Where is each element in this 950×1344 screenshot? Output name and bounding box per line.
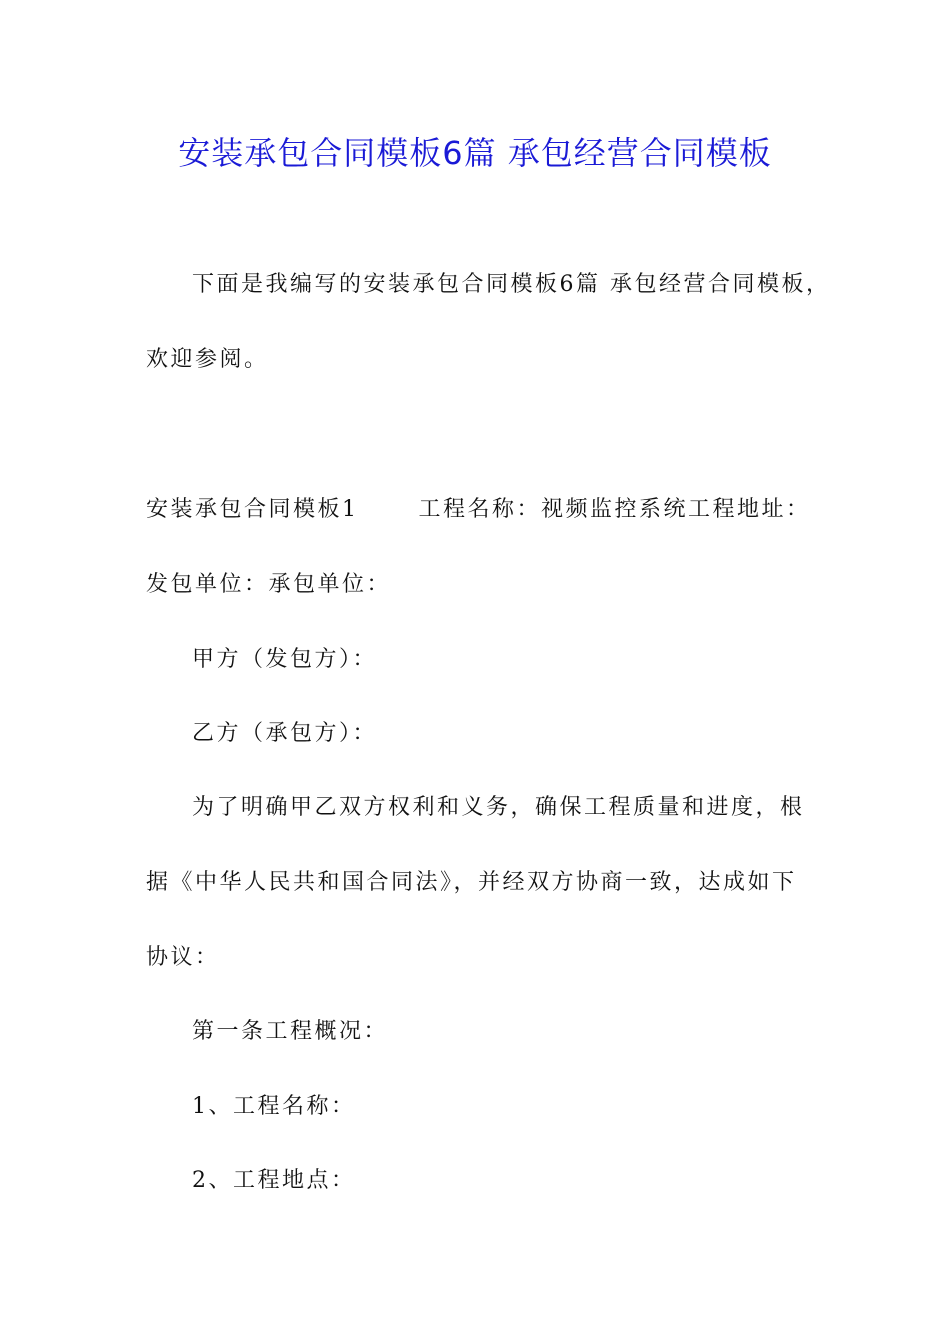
article-1-heading: 第一条工程概况： [192, 1019, 389, 1044]
purpose-paragraph-line-3: 协议： [146, 945, 220, 970]
section-heading-line [146, 490, 811, 530]
intro-paragraph-line-2: 欢迎参阅。 [146, 347, 269, 372]
parties-line: 发包单位：承包单位： [146, 572, 392, 597]
section-heading-tail: 工程名称：视频监控系统工程地址： [418, 497, 811, 522]
purpose-paragraph-line-2: 据《中华人民共和国合同法》，并经双方协商一致，达成如下 [146, 870, 797, 895]
party-b-line: 乙方（承包方）： [192, 721, 378, 746]
article-1-item-1: 1、工程名称： [192, 1094, 356, 1119]
purpose-paragraph-line-1: 为了明确甲乙双方权利和义务，确保工程质量和进度，根 [192, 795, 805, 820]
section-heading: 安装承包合同模板1 [146, 497, 359, 522]
party-a-line: 甲方（发包方）： [192, 647, 378, 672]
article-1-item-2: 2、工程地点： [192, 1168, 356, 1193]
document-title: 安装承包合同模板6篇 承包经营合同模板 [178, 134, 772, 172]
intro-paragraph-line-1: 下面是我编写的安装承包合同模板6篇 承包经营合同模板， [192, 272, 831, 297]
